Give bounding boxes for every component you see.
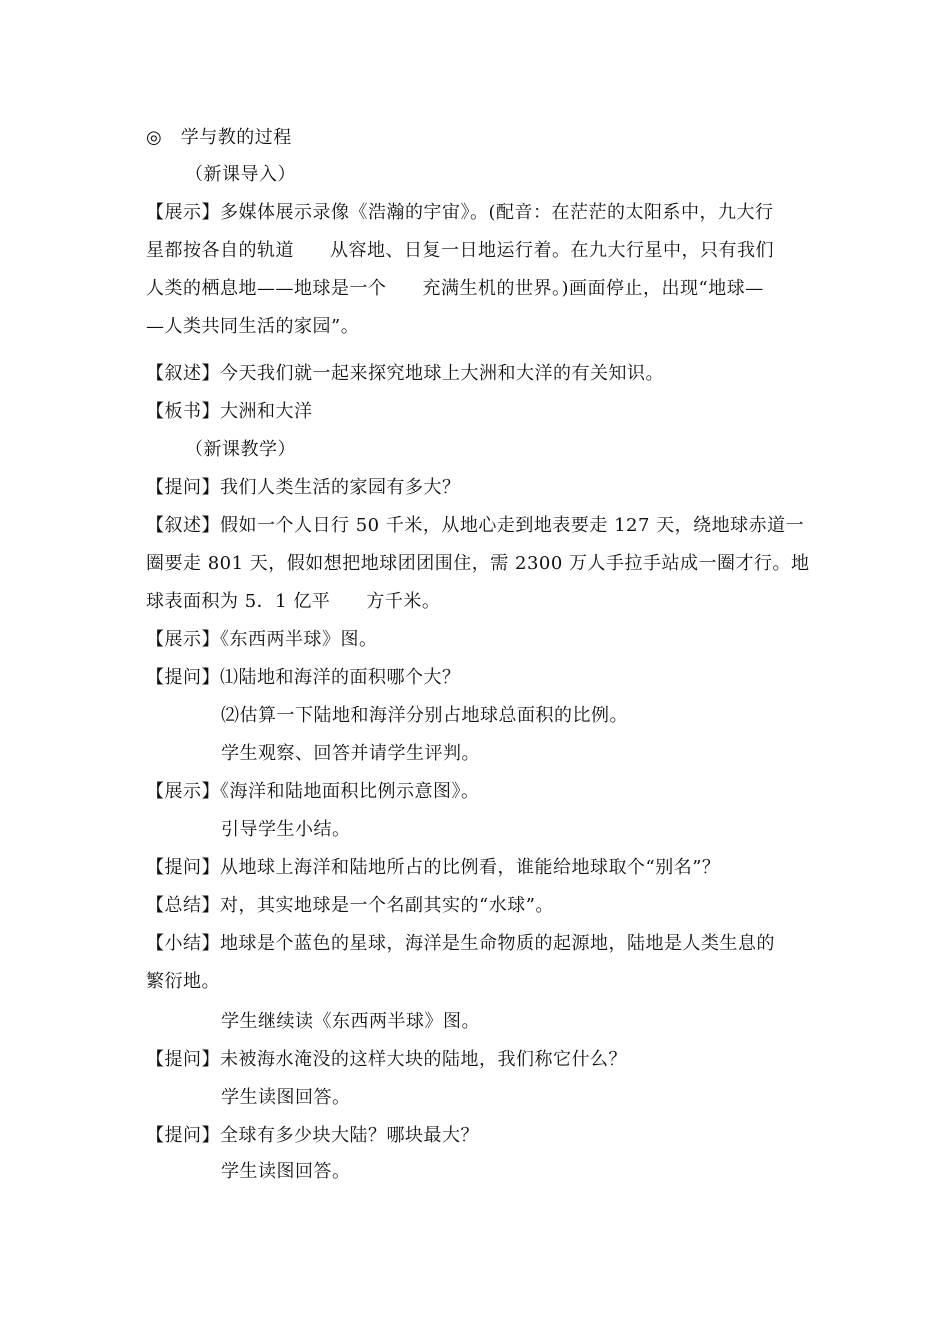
paragraph-line: 学生继续读《东西两半球》图。 (221, 1011, 480, 1032)
paragraph-line: 【提问】未被海水淹没的这样大块的陆地，我们称它什么？ (146, 1049, 627, 1070)
paragraph-line: 【叙述】今天我们就一起来探究地球上大洲和大洋的有关知识。 (146, 363, 664, 384)
paragraph-line: 【提问】从地球上海洋和陆地所占的比例看，谁能给地球取个“别名”？ (146, 857, 721, 878)
paragraph-line: 学生观察、回答并请学生评判。 (221, 743, 480, 764)
paragraph-line: 引导学生小结。 (221, 819, 351, 840)
paragraph-line: 【总结】对，其实地球是一个名副其实的“水球”。 (146, 895, 554, 916)
subsection-new-lesson-intro: （新课导入） (185, 164, 296, 185)
paragraph-line: 【提问】全球有多少块大陆？哪块最大？ (146, 1125, 479, 1146)
paragraph-line: —人类共同生活的家园”。 (146, 316, 360, 337)
paragraph-line: 【展示】《东西两半球》图。 (146, 629, 378, 650)
paragraph-line: 圈要走 801 天，假如想把地球团团围住，需 2300 万人手拉手站成一圈才行。地 (146, 553, 810, 574)
paragraph-line: 【展示】《海洋和陆地面积比例示意图》。 (146, 781, 480, 802)
paragraph-line: 【小结】地球是个蓝色的星球，海洋是生命物质的起源地，陆地是人类生息的 (146, 933, 775, 954)
paragraph-line: 星都按各自的轨道 从容地、日复一日地运行着。在九大行星中，只有我们 (146, 240, 774, 261)
paragraph-line: 繁衍地。 (146, 971, 220, 992)
paragraph-line: 【板书】大洲和大洋 (146, 401, 313, 422)
paragraph-line: 【展示】多媒体展示录像《浩瀚的宇宙》。(配音：在茫茫的太阳系中，九大行 (146, 202, 774, 223)
subsection-new-lesson-teaching: （新课教学） (185, 439, 296, 460)
paragraph-line: 【叙述】假如一个人日行 50 千米，从地心走到地表要走 127 天，绕地球赤道一 (146, 515, 805, 536)
paragraph-line: ⑵估算一下陆地和海洋分别占地球总面积的比例。 (221, 705, 628, 726)
paragraph-line: 人类的栖息地——地球是一个 充满生机的世界。)画面停止，出现“地球— (146, 278, 764, 299)
paragraph-line: 球表面积为 5．1 亿平 方千米。 (146, 591, 441, 612)
paragraph-line: 【提问】我们人类生活的家园有多大？ (146, 477, 461, 498)
section-heading: ◎ 学与教的过程 (146, 127, 292, 148)
paragraph-line: 【提问】⑴陆地和海洋的面积哪个大？ (146, 667, 461, 688)
paragraph-line: 学生读图回答。 (221, 1161, 351, 1182)
paragraph-line: 学生读图回答。 (221, 1087, 351, 1108)
